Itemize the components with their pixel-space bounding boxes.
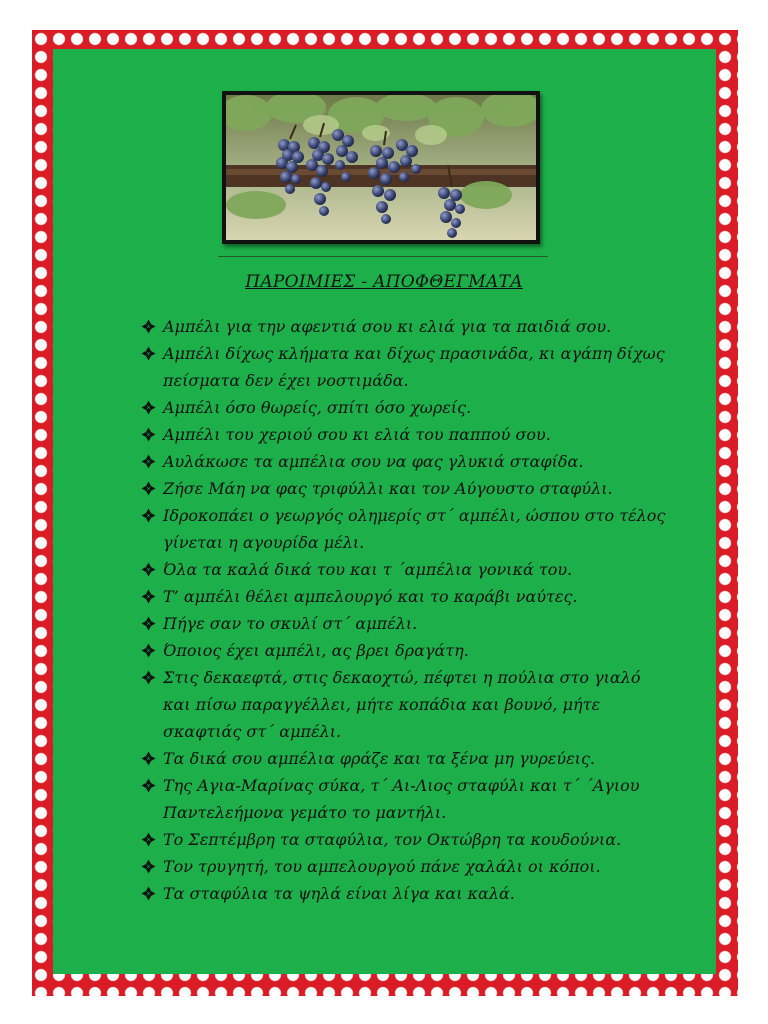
list-item	[138, 610, 668, 637]
list-item	[138, 448, 668, 475]
proverb-text: Αμπέλι δίχως κλήματα και δίχως πρασινάδα, κι αγάπη δίχως πείσματα δεν έχει νοστιμάδα.	[163, 344, 665, 390]
list-item	[138, 475, 668, 502]
proverb-text: Αμπέλι του χεριού σου κι ελιά του παππού σου.	[163, 425, 551, 444]
proverb-list	[138, 313, 668, 907]
list-item	[138, 853, 668, 880]
divider-line	[218, 256, 548, 257]
proverb-text: Ιδροκοπάει ο γεωργός ολημερίς στ΄ αμπέλι, ώσπου στο τέλος γίνεται η αγουρίδα μέλι.	[163, 506, 666, 552]
proverb-text: Τα δικά σου αμπέλια φράζε και τα ξένα μη γυρεύεις.	[163, 749, 595, 768]
list-item	[138, 880, 668, 907]
list-item	[138, 556, 668, 583]
list-item	[138, 745, 668, 772]
proverb-text: Αυλάκωσε τα αμπέλια σου να φας γλυκιά σταφίδα.	[163, 452, 584, 471]
diamond-bullet-icon	[141, 481, 156, 496]
diamond-bullet-icon	[141, 832, 156, 847]
diamond-bullet-icon	[141, 616, 156, 631]
diamond-bullet-icon	[141, 319, 156, 334]
diamond-bullet-icon	[141, 562, 156, 577]
list-item	[138, 394, 668, 421]
proverb-text: Αμπέλι όσο θωρείς, σπίτι όσο χωρείς.	[163, 398, 472, 417]
page-title: ΠΑΡΟΙΜΙΕΣ - ΑΠΟΦΘΕΓΜΑΤΑ	[245, 272, 523, 292]
proverb-text: Τα σταφύλια τα ψηλά είναι λίγα και καλά.	[163, 884, 515, 903]
diamond-bullet-icon	[141, 751, 156, 766]
diamond-bullet-icon	[141, 508, 156, 523]
grape-vine-photo	[222, 91, 540, 244]
list-item	[138, 502, 668, 556]
proverb-text: Πήγε σαν το σκυλί στ΄ αμπέλι.	[163, 614, 418, 633]
diamond-bullet-icon	[141, 886, 156, 901]
proverb-text: Το Σεπτέμβρη τα σταφύλια, τον Οκτώβρη τα κουδούνια.	[163, 830, 622, 849]
list-item	[138, 664, 668, 745]
list-item	[138, 340, 668, 394]
diamond-bullet-icon	[141, 643, 156, 658]
grape-vine-image	[226, 95, 536, 240]
list-item	[138, 826, 668, 853]
proverb-text: Τ’ αμπέλι θέλει αμπελουργό και το καράβι ναύτες.	[163, 587, 578, 606]
diamond-bullet-icon	[141, 859, 156, 874]
proverb-text: Της Αγια-Μαρίνας σύκα, τ΄ Αι-Λιος σταφύλι και τ΄ ΄Αγιου Παντελεήμονα γεμάτο το μαντήλι.	[163, 776, 640, 822]
list-item	[138, 583, 668, 610]
proverb-text: Τον τρυγητή, του αμπελουργού πάνε χαλάλι οι κόποι.	[163, 857, 601, 876]
diamond-bullet-icon	[141, 670, 156, 685]
proverb-text: Αμπέλι για την αφεντιά σου κι ελιά για τα παιδιά σου.	[163, 317, 612, 336]
proverb-text: Όποιος έχει αμπέλι, ας βρει δραγάτη.	[163, 641, 469, 660]
diamond-bullet-icon	[141, 778, 156, 793]
list-item	[138, 772, 668, 826]
diamond-bullet-icon	[141, 400, 156, 415]
diamond-bullet-icon	[141, 427, 156, 442]
diamond-bullet-icon	[141, 589, 156, 604]
proverb-text: Ζήσε Μάη να φας τριφύλλι και τον Αύγουστο σταφύλι.	[163, 479, 613, 498]
list-item	[138, 421, 668, 448]
diamond-bullet-icon	[141, 346, 156, 361]
list-item	[138, 313, 668, 340]
diamond-bullet-icon	[141, 454, 156, 469]
proverb-text: Στις δεκαεφτά, στις δεκαοχτώ, πέφτει η πούλια στο γιαλό και πίσω παραγγέλλει, μήτε κοπάδια και βουνό, μήτε σκαφτιάς στ΄ αμπέλι.	[163, 668, 641, 741]
proverb-text: Όλα τα καλά δικά του και τ ΄αμπέλια γονικά του.	[163, 560, 573, 579]
list-item	[138, 637, 668, 664]
